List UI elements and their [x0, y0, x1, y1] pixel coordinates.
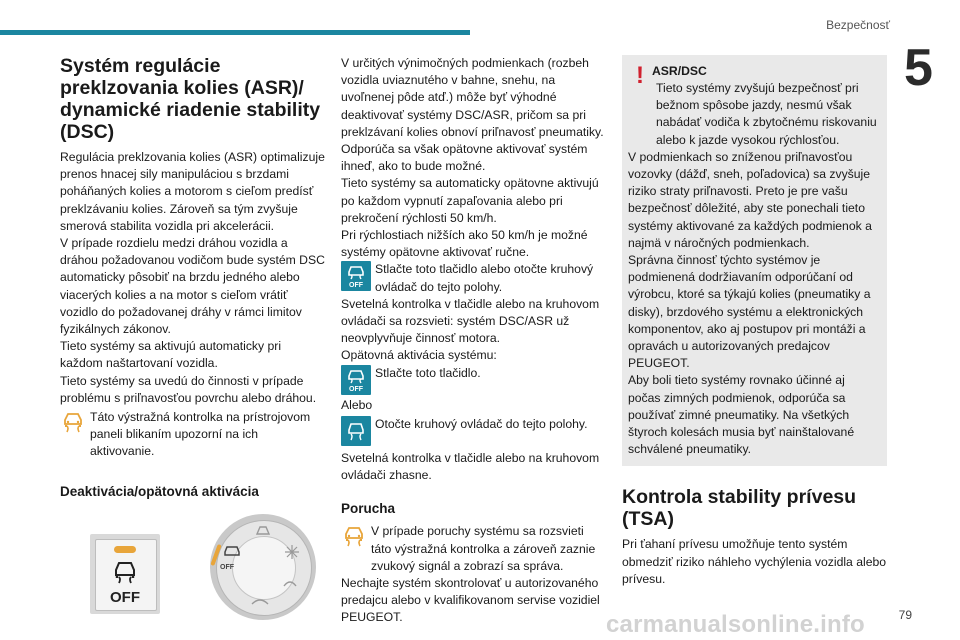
indicator-lamp — [114, 546, 136, 553]
section-title-tsa: Kontrola stability prívesu (TSA) — [622, 486, 857, 531]
dsc-off-button[interactable] — [90, 534, 160, 614]
paragraph: Alebo — [341, 397, 373, 412]
paragraph: V podmienkach so zníženou priľnavosťou vozovky (dážď, sneh, poľadovica) sa zvyšuje riziko straty priľnavosti. Preto je pre vašu bezpečnosť dôležité, aby ste ponechali tieto systémy aktivované za každých podmienok a najmä v náročných podmienkach. — [628, 149, 872, 250]
paragraph: Nechajte systém skontrolovať u autorizovaného predajcu alebo v kvalifikovanom servise vozidiel PEUGEOT. — [341, 576, 600, 625]
button-instruction-row — [341, 261, 606, 295]
skid-car-icon — [110, 558, 140, 584]
column-3 — [622, 55, 887, 588]
chapter-number: 5 — [904, 39, 933, 97]
watermark: carmanualsonline.info — [606, 611, 865, 638]
column-1 — [60, 55, 325, 624]
paragraph: Pri rýchlostiach nižších ako 50 km/h je možné systémy opätovne aktivovať ručne. — [341, 228, 588, 260]
warning-title: ASR/DSC — [652, 64, 707, 78]
esp-off-icon — [341, 365, 371, 395]
paragraph: Pri ťahaní prívesu umožňuje tento systém obmedziť riziko náhleho vychýlenia vozidla alebo prívesu. — [622, 537, 887, 586]
header-accent-bar — [0, 30, 470, 35]
malfunction-row — [341, 523, 606, 575]
subhead-deactivation: Deaktivácia/opätovná aktivácia — [60, 483, 259, 499]
button-off-label: OFF — [110, 588, 140, 606]
paragraph: Svetelná kontrolka v tlačidle alebo na kruhovom ovládači zhasne. — [341, 450, 600, 483]
mud-icon — [282, 576, 298, 590]
skid-warning-icon — [60, 409, 86, 433]
subhead-malfunction: Porucha — [341, 501, 396, 517]
paragraph: Tieto systémy sa automaticky opätovne aktivujú po každom vypnutí zapaľovania alebo pri prekročení rýchlosti 50 km/h. — [341, 176, 599, 225]
paragraph: V prípade poruchy systému sa rozsvieti táto výstražná kontrolka a zároveň zaznie zvukový signál a zobrazí sa správa. — [371, 524, 596, 573]
drive-mode-dial[interactable] — [210, 514, 316, 620]
paragraph: Tieto systémy sa aktivujú automaticky pri každom naštartovaní vozidla. — [60, 339, 282, 371]
icon-off-text: OFF — [349, 385, 363, 393]
paragraph: Táto výstražná kontrolka na prístrojovom paneli blikaním upozorní na ich aktivovanie. — [90, 410, 311, 459]
esp-off-icon — [341, 261, 371, 291]
icon-off-text: OFF — [349, 282, 363, 290]
controls-illustration — [60, 514, 325, 624]
snow-icon — [284, 544, 300, 560]
column-2 — [341, 55, 606, 627]
paragraph: Svetelná kontrolka v tlačidle alebo na kruhovom ovládači sa rozsvieti: systém DSC/ASR už neovplyvňuje činnosť motora. — [341, 296, 600, 346]
warning-light-row — [60, 409, 325, 461]
paragraph: Odporúča sa však opätovne aktivovať systém ihneď, ako to bude možné. — [341, 142, 588, 174]
section-title-asr-dsc: Systém regulácie preklzovania kolies (ASR)/ dynamické riadenie stability (DSC) — [60, 55, 321, 143]
page-number: 79 — [898, 608, 912, 622]
warning-box — [622, 55, 887, 466]
skid-warning-icon — [341, 523, 367, 547]
exclamation-icon: ! — [636, 62, 644, 89]
dial-off-label: OFF — [220, 563, 234, 571]
button-reactivate-row — [341, 365, 606, 395]
esp-on-icon — [341, 416, 371, 446]
paragraph: V prípade rozdielu medzi dráhou vozidla a dráhou požadovanou vodičom bude systém DSC automaticky pôsobiť na brzdu jedného alebo viacerých kolies a na motor s cieľom vrátiť vozidlo do požadovanej dráhy v rámci limitov fyzikálnych zákonov. — [60, 236, 325, 337]
sand-icon — [250, 594, 270, 608]
paragraph: Aby boli tieto systémy rovnako účinné aj počas zimných podmienok, odporúča sa používať zimné pneumatiky. Na všetkých štyroch kolesách musia byť nainštalované schválené pneumatiky. — [628, 373, 855, 457]
paragraph: Regulácia preklzovania kolies (ASR) optimalizuje prenos hnacej sily manipuláciou s brzdami poháňaných kolies a motorom s cieľom predísť preklzávaniu kolies. Zároveň sa tým zvyšuje smerová stabilita vozidla pri akcelerácii. — [60, 150, 325, 233]
mode-icon — [254, 524, 272, 538]
paragraph: Stlačte toto tlačidlo alebo otočte kruhový ovládač do tejto polohy. — [375, 262, 594, 294]
paragraph: Tieto systémy sa uvedú do činnosti v prípade problému s priľnavosťou povrchu alebo dráhou. — [60, 373, 317, 405]
running-head: Bezpečnosť — [826, 18, 890, 32]
paragraph: Opätovná aktivácia systému: — [341, 348, 497, 363]
dial-reactivate-row — [341, 416, 606, 446]
paragraph: Správna činnosť týchto systémov je podmienená dodržiavaním odporúčaní od výrobcu, ktoré sa týkajú kolies (pneumatiky a disky), brzdového systému a elektronických komponentov, ako aj postupov pri montáži a opravách u autorizovaných predajcov PEUGEOT. — [628, 253, 871, 371]
paragraph: V určitých výnimočných podmienkach (rozbeh vozidla uviaznutého v bahne, snehu, na uvoľnenej pôde atď.) môže byť výhodné deaktivovať systémy DSC/ASR, pričom sa pri preklzávaní kolies obnoví priľnavosť pneumatiky. — [341, 56, 604, 139]
paragraph: Otočte kruhový ovládač do tejto polohy. — [375, 416, 588, 431]
paragraph: Tieto systémy zvyšujú bezpečnosť pri bežnom spôsobe jazdy, nesmú však nabádať vodiča k zbytočnému riskovaniu alebo k jazde vysokou rýchlosťou. — [656, 81, 877, 147]
paragraph: Stlačte toto tlačidlo. — [375, 365, 481, 380]
